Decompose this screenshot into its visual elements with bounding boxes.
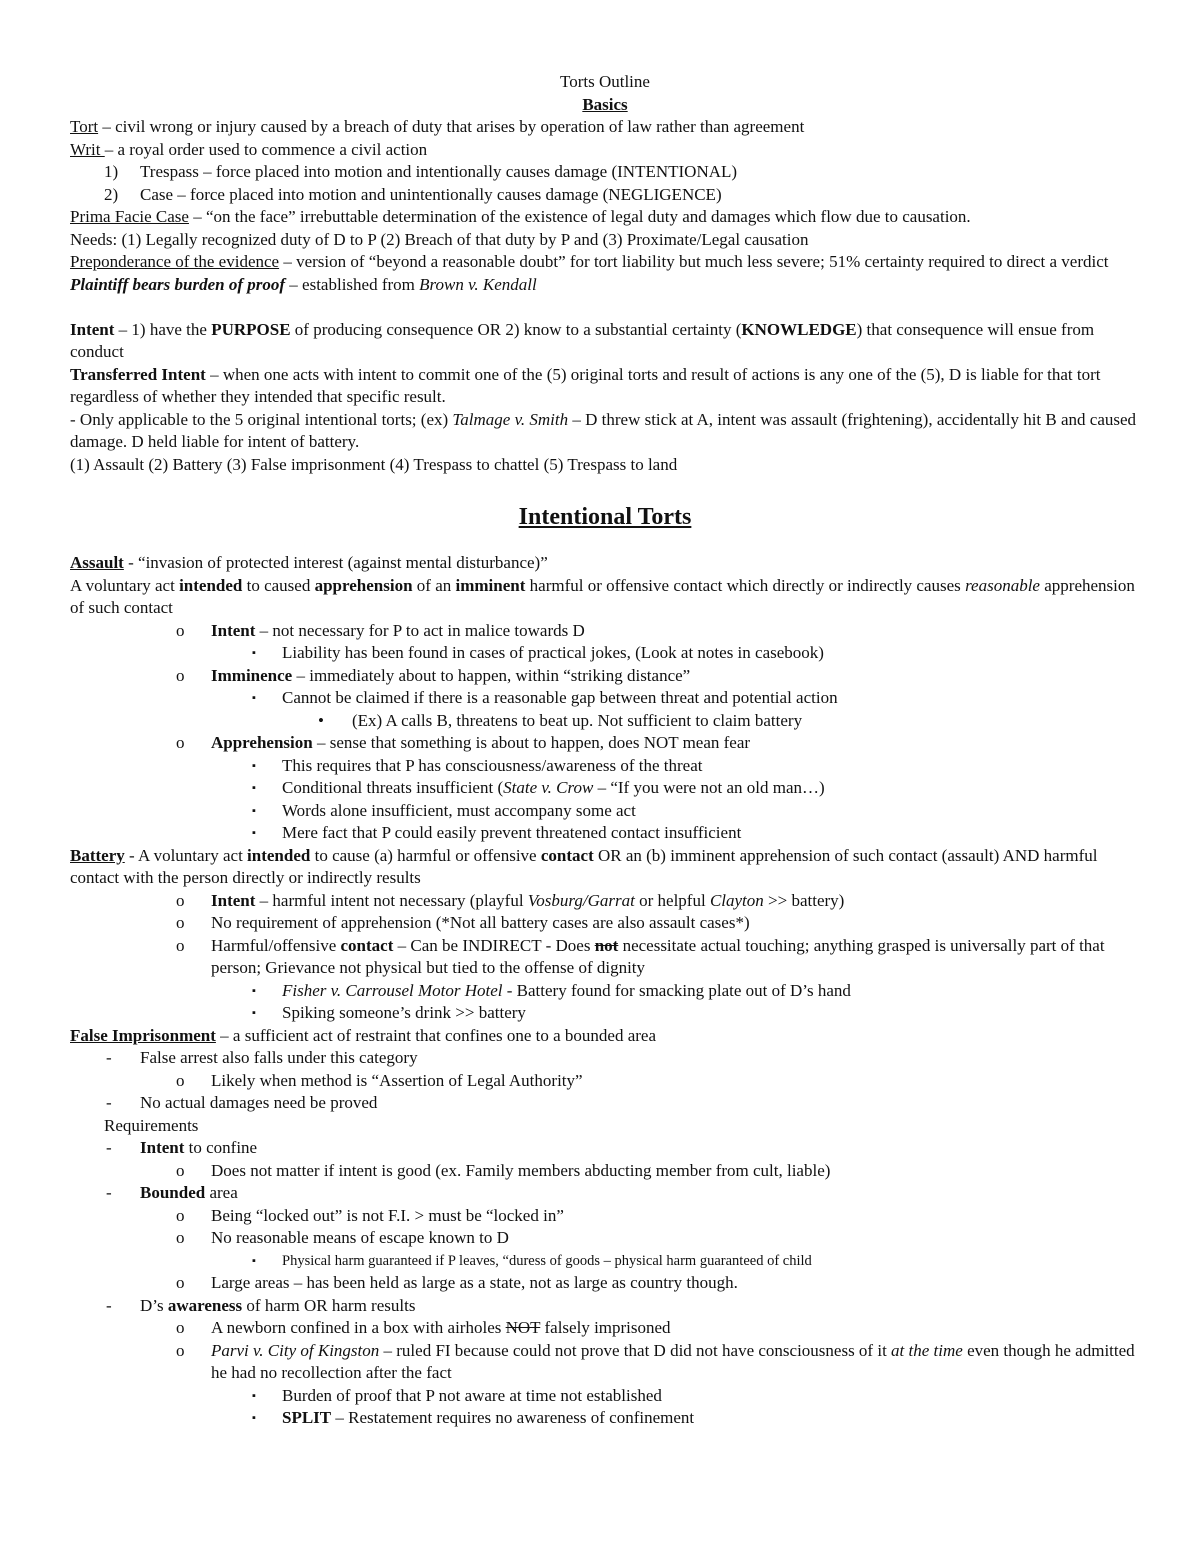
assault-definition: A voluntary act intended to caused apprehension of an imminent harmful or offensive contact which directly or indirectly causes reasonable apprehension of such contact bbox=[70, 575, 1135, 617]
list-item: o Does not matter if intent is good (ex. Family members abducting member from cult, liable) bbox=[176, 1160, 831, 1180]
list-item: o Intent – harmful intent not necessary (playful Vosburg/Garrat or helpful Clayton >> battery) bbox=[176, 890, 845, 910]
basics-heading: Basics bbox=[582, 94, 628, 114]
assault-heading: Assault - “invasion of protected interest (against mental disturbance)” bbox=[70, 553, 548, 572]
list-item: o No reasonable means of escape known to D bbox=[176, 1228, 509, 1247]
false-imprisonment-term: False Imprisonment bbox=[70, 1025, 216, 1045]
list-item: o A newborn confined in a box with airholes NOT falsely imprisoned bbox=[176, 1318, 671, 1337]
list-item: o Parvi v. City of Kingston – ruled FI because could not prove that D did not have consciousness of it at the time even though he admitted he had no recollection after the fact bbox=[176, 1340, 1135, 1382]
document-page bbox=[70, 71, 1140, 1430]
list-item: ▪ Physical harm guaranteed if P leaves, “duress of goods – physical harm guaranteed of child bbox=[252, 1252, 812, 1269]
writ-definition: Writ – a royal order used to commence a civil action bbox=[70, 139, 428, 159]
prima-facie-definition: Prima Facie Case – “on the face” irrebuttable determination of the existence of legal duty and damages which flow due to causation. bbox=[70, 207, 971, 226]
list-item: - No actual damages need be proved bbox=[106, 1093, 378, 1112]
list-item: - D’s awareness of harm OR harm results bbox=[106, 1295, 416, 1315]
needs-line: Needs: (1) Legally recognized duty of D to P (2) Breach of that duty by P and (3) Proximate/Legal causation bbox=[70, 229, 809, 249]
intent-definition: Intent – 1) have the PURPOSE of producing consequence OR 2) know to a substantial certainty (KNOWLEDGE) that consequence will ensue from conduct bbox=[70, 319, 1095, 361]
transferred-intent-definition: Transferred Intent – when one acts with intent to commit one of the (5) original torts and result of actions is any one of the (5), D is liable for that tort regardless of whether they intended that specific result. bbox=[70, 364, 1101, 406]
burden-term: Plaintiff bears burden of proof bbox=[70, 274, 286, 294]
five-original-torts: (1) Assault (2) Battery (3) False imprisonment (4) Trespass to chattel (5) Trespass to land bbox=[70, 454, 678, 474]
intent-term: Intent bbox=[70, 319, 115, 339]
document-title: Torts Outline bbox=[560, 72, 650, 91]
list-item: ▪ This requires that P has consciousness/awareness of the threat bbox=[252, 755, 703, 775]
list-item: ▪ Words alone insufficient, must accompany some act bbox=[252, 800, 636, 820]
list-item: o Likely when method is “Assertion of Legal Authority” bbox=[176, 1070, 583, 1090]
list-item: o Intent – not necessary for P to act in malice towards D bbox=[176, 620, 585, 640]
battery-definition: Battery - A voluntary act intended to cause (a) harmful or offensive contact OR an (b) imminent apprehension of such contact (assault) AND harmful contact with the person directly or indirectly results bbox=[70, 845, 1098, 887]
list-item: - Bounded area bbox=[106, 1183, 238, 1202]
prima-facie-term: Prima Facie Case bbox=[70, 207, 189, 226]
transferred-intent-term: Transferred Intent bbox=[70, 364, 206, 384]
list-item: ▪ SPLIT – Restatement requires no awareness of confinement bbox=[252, 1408, 695, 1427]
writ-item-case: 2) Case – force placed into motion and unintentionally causes damage (NEGLIGENCE) bbox=[104, 184, 722, 204]
list-item: ▪ Conditional threats insufficient (State v. Crow – “If you were not an old man…) bbox=[252, 778, 825, 797]
list-item: o Being “locked out” is not F.I. > must be “locked in” bbox=[176, 1205, 564, 1225]
list-item: ▪ Burden of proof that P not aware at time not established bbox=[252, 1385, 662, 1405]
list-item: o Large areas – has been held as large as a state, not as large as country though. bbox=[176, 1273, 738, 1292]
assault-term: Assault bbox=[70, 553, 124, 572]
list-item: ▪ Cannot be claimed if there is a reasonable gap between threat and potential action bbox=[252, 688, 838, 707]
list-item: - False arrest also falls under this category bbox=[106, 1048, 418, 1067]
list-item: o Harmful/offensive contact – Can be INDIRECT - Does not necessitate actual touching; anything grasped is universally part of that person; Grievance not physical but tied to the offense of dignity bbox=[176, 935, 1105, 977]
list-item: ▪ Fisher v. Carrousel Motor Hotel - Battery found for smacking plate out of D’s hand bbox=[252, 980, 851, 1000]
intentional-torts-heading: Intentional Torts bbox=[518, 504, 692, 530]
list-item: ▪ Liability has been found in cases of practical jokes, (Look at notes in casebook) bbox=[252, 643, 824, 662]
writ-item-trespass: 1) Trespass – force placed into motion and intentionally causes damage (INTENTIONAL) bbox=[104, 162, 738, 181]
transferred-intent-note: - Only applicable to the 5 original intentional torts; (ex) Talmage v. Smith – D threw stick at A, intent was assault (frightening), accidentally hit B and caused damage. D held liable for intent of battery. bbox=[70, 409, 1137, 451]
preponderance-definition: Preponderance of the evidence – version of “beyond a reasonable doubt” for tort liability but much less severe; 51% certainty required to direct a verdict bbox=[70, 252, 1109, 271]
list-item: - Intent to confine bbox=[106, 1138, 258, 1157]
list-item: o Imminence – immediately about to happen, within “striking distance” bbox=[176, 665, 691, 685]
list-item: ▪ Mere fact that P could easily prevent threatened contact insufficient bbox=[252, 823, 742, 842]
list-item: o Apprehension – sense that something is about to happen, does NOT mean fear bbox=[176, 733, 751, 752]
false-imprisonment-definition: False Imprisonment – a sufficient act of restraint that confines one to a bounded area bbox=[70, 1025, 657, 1045]
list-item: ▪ Spiking someone’s drink >> battery bbox=[252, 1003, 526, 1022]
tort-definition: Tort – civil wrong or injury caused by a breach of duty that arises by operation of law rather than agreement bbox=[70, 117, 805, 136]
tort-term: Tort bbox=[70, 117, 99, 136]
burden-of-proof: Plaintiff bears burden of proof – established from Brown v. Kendall bbox=[70, 274, 537, 294]
battery-term: Battery bbox=[70, 845, 125, 865]
preponderance-term: Preponderance of the evidence bbox=[70, 252, 280, 271]
requirements-label: Requirements bbox=[104, 1115, 199, 1135]
list-item: • (Ex) A calls B, threatens to beat up. Not sufficient to claim battery bbox=[318, 710, 803, 730]
spacer bbox=[70, 296, 1140, 319]
writ-term: Writ bbox=[70, 139, 105, 159]
list-item: o No requirement of apprehension (*Not all battery cases are also assault cases*) bbox=[176, 913, 750, 932]
